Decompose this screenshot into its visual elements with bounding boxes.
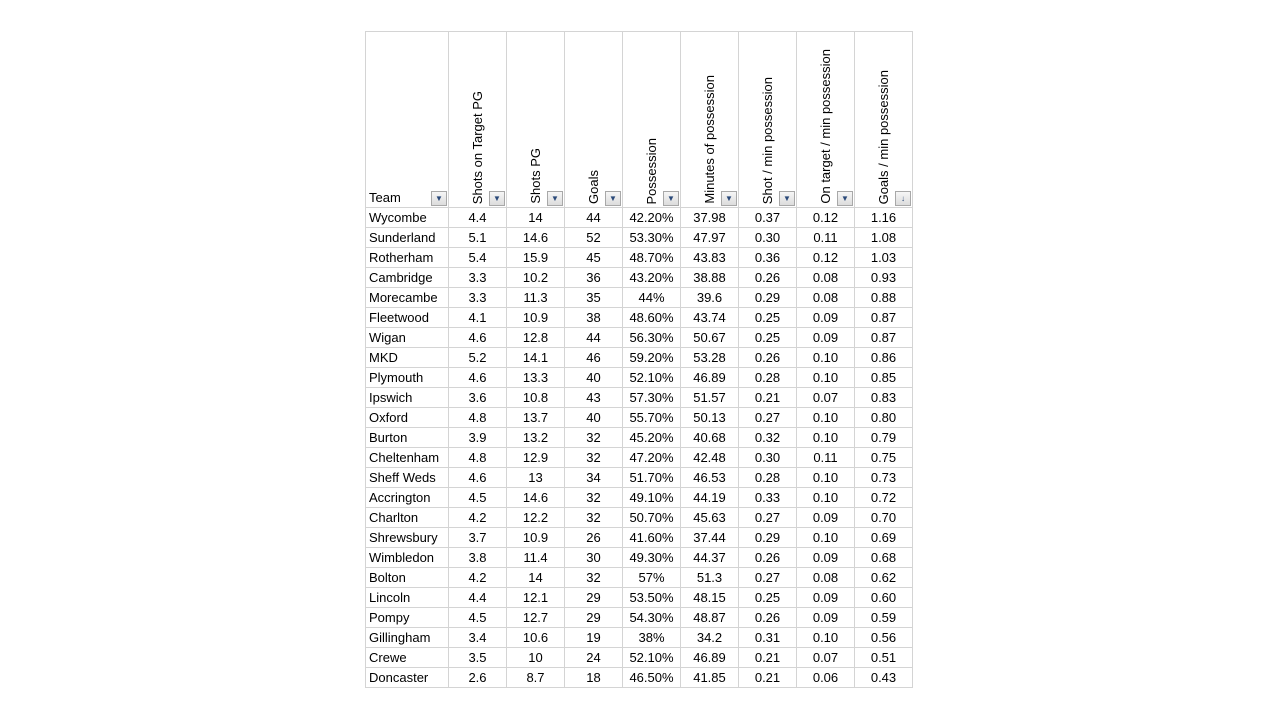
cell-minutes-of-possession: 34.2: [681, 628, 739, 648]
table-body: [366, 208, 913, 688]
cell-shots-pg: 15.9: [507, 248, 565, 268]
table-row: [366, 568, 913, 588]
table-row: [366, 328, 913, 348]
cell-goals: 32: [565, 448, 623, 468]
cell-shots-on-target-pg: 3.8: [449, 548, 507, 568]
cell-goals: 29: [565, 588, 623, 608]
cell-shots-on-target-pg: 5.2: [449, 348, 507, 368]
cell-shots-pg: 13.2: [507, 428, 565, 448]
cell-possession: 42.20%: [623, 208, 681, 228]
cell-on-target-per-min-possession: 0.10: [797, 488, 855, 508]
cell-goals: 36: [565, 268, 623, 288]
cell-team: Gillingham: [366, 628, 449, 648]
column-header-goals-per-min-possession: [855, 32, 913, 208]
cell-shots-on-target-pg: 4.6: [449, 368, 507, 388]
cell-goals-per-min-possession: 0.73: [855, 468, 913, 488]
cell-shots-on-target-pg: 3.6: [449, 388, 507, 408]
cell-possession: 53.30%: [623, 228, 681, 248]
cell-goals-per-min-possession: 0.62: [855, 568, 913, 588]
cell-goals-per-min-possession: 0.68: [855, 548, 913, 568]
cell-team: Doncaster: [366, 668, 449, 688]
cell-shots-pg: 10: [507, 648, 565, 668]
cell-team: Charlton: [366, 508, 449, 528]
column-header-label: Shot / min possession: [760, 76, 775, 204]
cell-team: Sunderland: [366, 228, 449, 248]
cell-team: MKD: [366, 348, 449, 368]
cell-minutes-of-possession: 46.89: [681, 648, 739, 668]
cell-goals-per-min-possession: 0.69: [855, 528, 913, 548]
cell-possession: 45.20%: [623, 428, 681, 448]
cell-shots-pg: 12.9: [507, 448, 565, 468]
cell-on-target-per-min-possession: 0.09: [797, 508, 855, 528]
cell-shots-pg: 13.3: [507, 368, 565, 388]
cell-shot-per-min-possession: 0.25: [739, 308, 797, 328]
cell-shot-per-min-possession: 0.26: [739, 608, 797, 628]
cell-shots-pg: 13: [507, 468, 565, 488]
cell-shot-per-min-possession: 0.21: [739, 648, 797, 668]
cell-goals-per-min-possession: 0.85: [855, 368, 913, 388]
cell-possession: 51.70%: [623, 468, 681, 488]
cell-goals-per-min-possession: 0.70: [855, 508, 913, 528]
chevron-down-icon: ▼: [667, 194, 675, 203]
filter-dropdown-button[interactable]: [547, 191, 563, 206]
cell-shots-on-target-pg: 4.6: [449, 328, 507, 348]
cell-team: Burton: [366, 428, 449, 448]
chevron-down-icon: ▼: [725, 194, 733, 203]
cell-on-target-per-min-possession: 0.06: [797, 668, 855, 688]
cell-shots-pg: 10.2: [507, 268, 565, 288]
cell-goals-per-min-possession: 0.86: [855, 348, 913, 368]
cell-shot-per-min-possession: 0.29: [739, 528, 797, 548]
cell-team: Bolton: [366, 568, 449, 588]
cell-shots-pg: 14: [507, 208, 565, 228]
cell-team: Rotherham: [366, 248, 449, 268]
cell-possession: 47.20%: [623, 448, 681, 468]
cell-shot-per-min-possession: 0.37: [739, 208, 797, 228]
cell-goals-per-min-possession: 0.43: [855, 668, 913, 688]
cell-on-target-per-min-possession: 0.09: [797, 328, 855, 348]
column-header-label: On target / min possession: [818, 49, 833, 204]
cell-on-target-per-min-possession: 0.11: [797, 228, 855, 248]
cell-shots-on-target-pg: 4.4: [449, 588, 507, 608]
cell-shots-on-target-pg: 4.8: [449, 448, 507, 468]
cell-possession: 57%: [623, 568, 681, 588]
table-row: [366, 248, 913, 268]
cell-possession: 53.50%: [623, 588, 681, 608]
table-row: [366, 228, 913, 248]
cell-shots-on-target-pg: 3.4: [449, 628, 507, 648]
cell-on-target-per-min-possession: 0.11: [797, 448, 855, 468]
cell-minutes-of-possession: 38.88: [681, 268, 739, 288]
cell-goals: 32: [565, 428, 623, 448]
cell-team: Morecambe: [366, 288, 449, 308]
cell-team: Lincoln: [366, 588, 449, 608]
table-row: [366, 628, 913, 648]
cell-goals: 24: [565, 648, 623, 668]
table-row: [366, 508, 913, 528]
table-row: [366, 288, 913, 308]
sort-filter-button[interactable]: [895, 191, 911, 206]
cell-minutes-of-possession: 42.48: [681, 448, 739, 468]
cell-shots-pg: 14: [507, 568, 565, 588]
cell-shot-per-min-possession: 0.26: [739, 348, 797, 368]
table-row: [366, 428, 913, 448]
cell-goals-per-min-possession: 1.03: [855, 248, 913, 268]
cell-goals: 52: [565, 228, 623, 248]
cell-team: Plymouth: [366, 368, 449, 388]
cell-possession: 48.60%: [623, 308, 681, 328]
cell-shots-pg: 14.6: [507, 228, 565, 248]
cell-on-target-per-min-possession: 0.12: [797, 208, 855, 228]
cell-shots-on-target-pg: 4.8: [449, 408, 507, 428]
cell-on-target-per-min-possession: 0.09: [797, 588, 855, 608]
column-header-label: Shots on Target PG: [470, 90, 485, 204]
cell-shots-pg: 10.9: [507, 528, 565, 548]
cell-minutes-of-possession: 51.57: [681, 388, 739, 408]
cell-goals: 44: [565, 208, 623, 228]
table-row: [366, 448, 913, 468]
cell-shots-on-target-pg: 3.3: [449, 288, 507, 308]
cell-possession: 44%: [623, 288, 681, 308]
cell-minutes-of-possession: 50.13: [681, 408, 739, 428]
chevron-down-icon: ▼: [841, 194, 849, 203]
cell-possession: 57.30%: [623, 388, 681, 408]
cell-possession: 41.60%: [623, 528, 681, 548]
cell-shot-per-min-possession: 0.26: [739, 268, 797, 288]
cell-team: Cambridge: [366, 268, 449, 288]
column-header-possession: [623, 32, 681, 208]
cell-goals: 26: [565, 528, 623, 548]
cell-possession: 49.10%: [623, 488, 681, 508]
cell-on-target-per-min-possession: 0.10: [797, 528, 855, 548]
cell-shots-on-target-pg: 4.5: [449, 608, 507, 628]
cell-shots-pg: 12.8: [507, 328, 565, 348]
filter-dropdown-button[interactable]: [605, 191, 621, 206]
cell-shot-per-min-possession: 0.26: [739, 548, 797, 568]
cell-shots-on-target-pg: 4.2: [449, 568, 507, 588]
table-row: [366, 588, 913, 608]
cell-minutes-of-possession: 53.28: [681, 348, 739, 368]
cell-shot-per-min-possession: 0.33: [739, 488, 797, 508]
cell-shots-on-target-pg: 2.6: [449, 668, 507, 688]
cell-shot-per-min-possession: 0.27: [739, 508, 797, 528]
cell-goals: 40: [565, 408, 623, 428]
cell-shot-per-min-possession: 0.30: [739, 448, 797, 468]
cell-goals-per-min-possession: 0.75: [855, 448, 913, 468]
table-row: [366, 548, 913, 568]
cell-minutes-of-possession: 43.83: [681, 248, 739, 268]
cell-on-target-per-min-possession: 0.10: [797, 468, 855, 488]
cell-goals-per-min-possession: 0.56: [855, 628, 913, 648]
cell-goals-per-min-possession: 0.83: [855, 388, 913, 408]
cell-possession: 54.30%: [623, 608, 681, 628]
cell-goals-per-min-possession: 0.51: [855, 648, 913, 668]
cell-shot-per-min-possession: 0.29: [739, 288, 797, 308]
column-header-label: Goals: [586, 170, 601, 204]
cell-shots-pg: 12.7: [507, 608, 565, 628]
cell-on-target-per-min-possession: 0.10: [797, 368, 855, 388]
cell-shot-per-min-possession: 0.25: [739, 588, 797, 608]
column-header-goals: [565, 32, 623, 208]
cell-goals: 43: [565, 388, 623, 408]
column-header-label: Possession: [644, 137, 659, 204]
cell-possession: 50.70%: [623, 508, 681, 528]
cell-goals: 44: [565, 328, 623, 348]
sort-descending-icon: ↓: [901, 194, 905, 203]
cell-shots-pg: 14.1: [507, 348, 565, 368]
cell-possession: 56.30%: [623, 328, 681, 348]
cell-possession: 52.10%: [623, 368, 681, 388]
column-header-shots-on-target-pg: [449, 32, 507, 208]
cell-goals: 18: [565, 668, 623, 688]
cell-goals: 38: [565, 308, 623, 328]
data-table: [365, 31, 913, 688]
cell-shots-on-target-pg: 4.2: [449, 508, 507, 528]
cell-on-target-per-min-possession: 0.10: [797, 348, 855, 368]
cell-shot-per-min-possession: 0.21: [739, 668, 797, 688]
column-header-on-target-per-min-possession: [797, 32, 855, 208]
cell-goals-per-min-possession: 0.88: [855, 288, 913, 308]
table-row: [366, 408, 913, 428]
cell-goals-per-min-possession: 0.93: [855, 268, 913, 288]
cell-team: Wigan: [366, 328, 449, 348]
cell-team: Shrewsbury: [366, 528, 449, 548]
cell-team: Pompy: [366, 608, 449, 628]
cell-shots-pg: 11.4: [507, 548, 565, 568]
cell-shots-on-target-pg: 4.5: [449, 488, 507, 508]
column-header-team: [366, 32, 449, 208]
column-header-minutes-of-possession: [681, 32, 739, 208]
cell-possession: 49.30%: [623, 548, 681, 568]
cell-shot-per-min-possession: 0.21: [739, 388, 797, 408]
chevron-down-icon: ▼: [493, 194, 501, 203]
cell-on-target-per-min-possession: 0.12: [797, 248, 855, 268]
cell-shots-on-target-pg: 3.7: [449, 528, 507, 548]
cell-minutes-of-possession: 44.19: [681, 488, 739, 508]
header-row: [366, 32, 913, 208]
cell-goals: 32: [565, 568, 623, 588]
cell-possession: 38%: [623, 628, 681, 648]
column-header-shot-per-min-possession: [739, 32, 797, 208]
cell-minutes-of-possession: 47.97: [681, 228, 739, 248]
cell-goals: 34: [565, 468, 623, 488]
cell-team: Wycombe: [366, 208, 449, 228]
cell-shot-per-min-possession: 0.30: [739, 228, 797, 248]
cell-shots-pg: 10.9: [507, 308, 565, 328]
cell-minutes-of-possession: 41.85: [681, 668, 739, 688]
column-header-label: Shots PG: [528, 148, 543, 204]
cell-possession: 46.50%: [623, 668, 681, 688]
cell-goals: 32: [565, 488, 623, 508]
column-header-label: Goals / min possession: [876, 69, 891, 204]
cell-shots-pg: 12.1: [507, 588, 565, 608]
cell-goals-per-min-possession: 1.16: [855, 208, 913, 228]
cell-on-target-per-min-possession: 0.10: [797, 428, 855, 448]
cell-on-target-per-min-possession: 0.07: [797, 648, 855, 668]
cell-on-target-per-min-possession: 0.10: [797, 408, 855, 428]
cell-on-target-per-min-possession: 0.08: [797, 288, 855, 308]
chevron-down-icon: ▼: [435, 194, 443, 203]
cell-shots-pg: 8.7: [507, 668, 565, 688]
cell-on-target-per-min-possession: 0.09: [797, 608, 855, 628]
table-row: [366, 368, 913, 388]
cell-on-target-per-min-possession: 0.08: [797, 268, 855, 288]
cell-goals: 30: [565, 548, 623, 568]
cell-shot-per-min-possession: 0.28: [739, 368, 797, 388]
filter-dropdown-button[interactable]: [721, 191, 737, 206]
cell-shots-pg: 13.7: [507, 408, 565, 428]
cell-minutes-of-possession: 46.53: [681, 468, 739, 488]
cell-shots-pg: 10.6: [507, 628, 565, 648]
cell-goals: 32: [565, 508, 623, 528]
chevron-down-icon: ▼: [551, 194, 559, 203]
cell-team: Sheff Weds: [366, 468, 449, 488]
cell-minutes-of-possession: 50.67: [681, 328, 739, 348]
cell-goals-per-min-possession: 0.87: [855, 328, 913, 348]
cell-on-target-per-min-possession: 0.10: [797, 628, 855, 648]
cell-team: Accrington: [366, 488, 449, 508]
table-row: [366, 388, 913, 408]
cell-shots-pg: 12.2: [507, 508, 565, 528]
cell-on-target-per-min-possession: 0.09: [797, 548, 855, 568]
cell-shots-on-target-pg: 3.3: [449, 268, 507, 288]
cell-shot-per-min-possession: 0.25: [739, 328, 797, 348]
cell-possession: 59.20%: [623, 348, 681, 368]
cell-goals-per-min-possession: 1.08: [855, 228, 913, 248]
cell-team: Cheltenham: [366, 448, 449, 468]
cell-shots-pg: 14.6: [507, 488, 565, 508]
table-row: [366, 608, 913, 628]
filter-dropdown-button[interactable]: [663, 191, 679, 206]
cell-team: Oxford: [366, 408, 449, 428]
cell-minutes-of-possession: 44.37: [681, 548, 739, 568]
cell-minutes-of-possession: 46.89: [681, 368, 739, 388]
table-row: [366, 268, 913, 288]
cell-shot-per-min-possession: 0.32: [739, 428, 797, 448]
table-row: [366, 528, 913, 548]
table-row: [366, 208, 913, 228]
cell-shots-pg: 11.3: [507, 288, 565, 308]
cell-goals: 46: [565, 348, 623, 368]
cell-team: Fleetwood: [366, 308, 449, 328]
column-header-label: Team: [369, 190, 401, 205]
cell-shot-per-min-possession: 0.27: [739, 568, 797, 588]
cell-goals: 29: [565, 608, 623, 628]
cell-minutes-of-possession: 43.74: [681, 308, 739, 328]
chevron-down-icon: ▼: [609, 194, 617, 203]
cell-shots-on-target-pg: 5.4: [449, 248, 507, 268]
table-row: [366, 348, 913, 368]
cell-shots-on-target-pg: 3.9: [449, 428, 507, 448]
cell-goals-per-min-possession: 0.60: [855, 588, 913, 608]
cell-shots-on-target-pg: 3.5: [449, 648, 507, 668]
cell-minutes-of-possession: 37.44: [681, 528, 739, 548]
chevron-down-icon: ▼: [783, 194, 791, 203]
cell-goals-per-min-possession: 0.80: [855, 408, 913, 428]
cell-team: Crewe: [366, 648, 449, 668]
cell-shot-per-min-possession: 0.36: [739, 248, 797, 268]
column-header-shots-pg: [507, 32, 565, 208]
filter-dropdown-button[interactable]: [837, 191, 853, 206]
table-row: [366, 488, 913, 508]
table-row: [366, 308, 913, 328]
cell-team: Wimbledon: [366, 548, 449, 568]
cell-goals-per-min-possession: 0.72: [855, 488, 913, 508]
cell-possession: 43.20%: [623, 268, 681, 288]
table-row: [366, 468, 913, 488]
cell-minutes-of-possession: 48.87: [681, 608, 739, 628]
cell-on-target-per-min-possession: 0.09: [797, 308, 855, 328]
cell-goals-per-min-possession: 0.59: [855, 608, 913, 628]
cell-goals-per-min-possession: 0.79: [855, 428, 913, 448]
cell-team: Ipswich: [366, 388, 449, 408]
cell-minutes-of-possession: 40.68: [681, 428, 739, 448]
cell-shots-on-target-pg: 4.4: [449, 208, 507, 228]
cell-on-target-per-min-possession: 0.07: [797, 388, 855, 408]
cell-minutes-of-possession: 48.15: [681, 588, 739, 608]
cell-minutes-of-possession: 51.3: [681, 568, 739, 588]
cell-shots-on-target-pg: 5.1: [449, 228, 507, 248]
cell-goals: 35: [565, 288, 623, 308]
cell-possession: 55.70%: [623, 408, 681, 428]
table-row: [366, 668, 913, 688]
cell-shots-on-target-pg: 4.6: [449, 468, 507, 488]
cell-goals: 40: [565, 368, 623, 388]
cell-shot-per-min-possession: 0.27: [739, 408, 797, 428]
cell-possession: 52.10%: [623, 648, 681, 668]
cell-goals-per-min-possession: 0.87: [855, 308, 913, 328]
cell-possession: 48.70%: [623, 248, 681, 268]
filter-dropdown-button[interactable]: [431, 191, 447, 206]
filter-dropdown-button[interactable]: [779, 191, 795, 206]
cell-shot-per-min-possession: 0.28: [739, 468, 797, 488]
cell-shots-pg: 10.8: [507, 388, 565, 408]
cell-goals: 45: [565, 248, 623, 268]
cell-goals: 19: [565, 628, 623, 648]
cell-minutes-of-possession: 39.6: [681, 288, 739, 308]
cell-shots-on-target-pg: 4.1: [449, 308, 507, 328]
column-header-label: Minutes of possession: [702, 75, 717, 204]
filter-dropdown-button[interactable]: [489, 191, 505, 206]
cell-shot-per-min-possession: 0.31: [739, 628, 797, 648]
cell-minutes-of-possession: 45.63: [681, 508, 739, 528]
table-row: [366, 648, 913, 668]
cell-minutes-of-possession: 37.98: [681, 208, 739, 228]
cell-on-target-per-min-possession: 0.08: [797, 568, 855, 588]
